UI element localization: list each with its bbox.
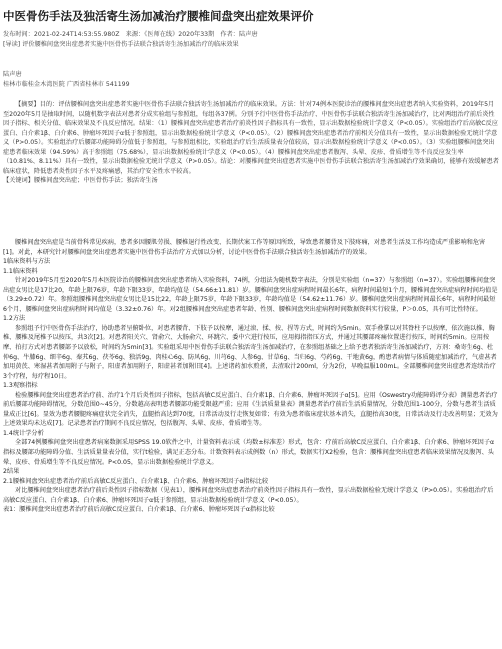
subsection-heading: 2.1腰椎间盘突出症患者治疗前后高敏C反应蛋白、白介素1β、白介素6、肿瘤坏死因子α指标比较	[3, 477, 269, 485]
subsection-heading: 1.1临床资料	[3, 267, 38, 275]
paragraph: 参照组予行中医骨伤手法治疗，协助患者呈俯卧位，对患者腰背、下肢予以按摩，通过滚、揉、按、捏等方式，时间约为5min。双手叠掌以对其脊柱予以按摩，依次施以推、胸椎、腰椎及尾椎予以按压，共3次[2]。对患者阳关穴、肾俞穴、大肠俞穴、环跳穴、委中穴进行按压，应用拇指指压方式，并通过其腰部疼痛位置进行按压，时间约5min。应用按摩、拍打方式对患者腰部予以放松，时间约为5min[3]。实验组采用中医骨伤手法联合独活寄生汤加减治疗，在参照组基础之上给予患者独活寄生汤加减治疗，方剂：桑寄生6g、杜仲6g、牛膝6g、细辛6g、秦艽6g、茯苓6g、独活9g、肉桂心6g、防风6g、川芎6g、人参6g、甘草6g、当归6g、芍药6g、干地黄6g，酌患者病情与体质随症加减治疗，气虚甚者加用黄芪、寒湿甚者加用附子与附子，阳虚者加用附子，阳虚甚者加附旧[4]。上述诸药加水煎煮，去渣取汁200ml，分为2份，早晚温服100mL。全部腰椎间盘突出症患者连续治疗3个疗程，每疗程10日。	[3, 324, 497, 380]
article-body	[3, 238, 499, 515]
article-title: 中医骨伤手法及独活寄生汤加减治疗腰椎间盘突出症效果评价	[3, 9, 314, 23]
lead-summary: [导读] 评价腰椎间盘突出症患者实施中医骨伤手法联合独活寄生汤加减治疗的临床效果	[3, 40, 239, 48]
paragraph: 检验腰椎间盘突出症患者治疗前、治疗1个月后炎性因子指标，包括高敏C反应蛋白、白介素1β、白介素6、肿瘤坏死因子α[5]。应用《Oswestry功能障碍评分表》测量患者治疗前后腰部功能障碍情况，分数范围0~45分，分数越高表明患者腰部功能受限越严重；应用《生活质量量表》测量患者治疗前后生活质量情况，分数范围1-100分，分数与患者生活质量成正比[6]。显效为患者腰腿疼痛症状完全消失，直腿抬高达到70度，日常活动及行走恢复如常；有效为患者临床症状基本消失，直腿抬高30度，日常活动及行走改善明显；无效为上述效果均未达成[7]。记录患者治疗期间不良反应情况，包括腹泻、头晕、皮疹、骨质增生等。	[3, 391, 498, 428]
paragraph: 对比腰椎间盘突出症患者治疗前后炎性因子指标数据（见表1），腰椎间盘突出症患者治疗前炎性因子指标具有一致性，显示出数据检验无统计学意义（P>0.05）。实验组治疗后高敏C反应蛋白、白介素1β、白介素6、肿瘤坏死因子α低于参照组，显示出数据检验统计学意义（P<0.05）。	[3, 487, 494, 504]
subsection-heading: 1.2方法	[3, 315, 26, 323]
abstract-block	[3, 100, 499, 186]
author-name: 陆声唐	[3, 71, 22, 78]
paragraph: 全部74例腰椎间盘突出症患者病案数据采用SPSS 19.0软件之中，计量资料表示成（均数±标准差）形式，包含：疗前后高敏C反应蛋白、白介素1β、白介素6、肿瘤坏死因子α指标及腰部功能障碍分值、生活质量量表分值，实行t检验，满足正态分布。计数资料表示成例数（n）形式，数据实行X2检验，包含：腰椎间盘突出症患者临床效果情况及腹泻、头晕、皮疹、骨质增生等不良反应情况。P<0.05，显示出数据检验统计学意义。	[3, 439, 495, 466]
keywords: 【关键词】腰椎间盘突出症；中医骨伤手法；独活寄生汤	[3, 177, 158, 185]
table-caption: 表1：腰椎间盘突出症患者治疗前后高敏C反应蛋白、白介素1β、白介素6、肿瘤坏死因子α指标比较	[3, 506, 275, 514]
author-affiliation: 桂林市临桂金木湾医院 广西省桂林市 541199	[3, 81, 130, 88]
abstract-text: 【摘要】目的：评估腰椎间盘突出症患者实施中医骨伤手法联合独活寄生汤加减治疗的临床效果。方法：针对74例本医院诊治的腰椎间盘突出症患者纳入实验资料，2019年5月至2020年5月是抽取时间，以随机数字表法对患者分成实验组与参照组，每组各37例。分别予行中医骨伤手法治疗、中医骨伤手法联合独活寄生汤加减治疗，比对两组治疗前后炎性因子指标、相关分值、临床效果及不良反应情况。结果：（1）腰椎间盘突出症患者治疗前炎性因子指标具有一致性，显示出数据检验统计学意义（P<0.05）。实验组治疗后高敏C反应蛋白、白介素1β、白介素6、肿瘤坏死因子α低于参照组，显示出数据检验统计学意义（P<0.05）。（2）腰椎间盘突出症患者治疗前相关分值具有一致性，显示出数据检验无统计学意义（P>0.05）。实验组治疗后腰部功能障碍分值低于参照组，与参照组相比，实验组治疗后生活质量表分值较高，显示出数据检验统计学意义（P<0.05）。（3）实验组腰椎间盘突出症患者临床效果（94.59%）高于参照组（75.68%），显示出数据检验统计学意义（P<0.05）。（4）腰椎间盘突出症患者腹泻、头晕、皮疹、骨质增生等不良反应发生率（10.81%、8.11%）具有一致性，显示出数据检验无统计学意义（P>0.05）。结论：对腰椎间盘突出症患者实施中医骨伤手法联合独活寄生汤加减治疗效果确切，能够有效缓解患者临床症状，降低患者炎性因子水平及疼痛感，其治疗安全性水平较高。	[3, 101, 499, 175]
intro-paragraph: 腰椎间盘突出症是当前骨科常见疾病，患者多因腰肌劳损、腰椎退行性改变、长期伏案工作等原因所致，导致患者腰背及下肢疼痛，对患者生活及工作均造成严重影响和危害[1]。对此，本研究针对腰椎间盘突出症患者实施中医骨伤手法治疗方式加以分析，讨论中医骨伤手法联合独活寄生汤加减治疗的效果。	[3, 239, 486, 256]
section-heading: 2结果	[3, 468, 20, 476]
paragraph: 针对2019年5月至2020年5月本医院诊治的腰椎间盘突出症患者纳入实验资料，74例，分组法为随机数字表法，分别是实验组（n=37）与参照组（n=37）。实验组腰椎间盘突出症女男比是17比20，年龄上限76岁，年龄下限33岁，年龄均值是（54.66±11.81）岁。腰椎间盘突出症病程时间最长6年，病程时间最短1个月，腰椎间盘突出症病程时间均值是（3.29±0.72）年。参照组腰椎间盘突出症女男比是15比22，年龄上限75岁，年龄下限33岁，年龄均值是（54.62±11.76）岁。腰椎间盘突出症病程时间最长6年，病程时间最短6个月，腰椎间盘突出症病程时间均值是（3.32±0.76）年。对2组腰椎间盘突出症患者年龄、性别、腰椎间盘突出症病程时间数据资料实行较量，P＞0.05，具有可比性特征。	[3, 277, 498, 313]
subsection-heading: 1.4统计学分析	[3, 429, 44, 437]
subsection-heading: 1.3观察指标	[3, 382, 38, 390]
publish-meta: 发布时间：2021-02-24T14:53:55.980Z 来源：《医师在线》2020年33期 作者：陆声唐	[3, 31, 258, 38]
section-heading: 1临床资料与方法	[3, 258, 51, 266]
